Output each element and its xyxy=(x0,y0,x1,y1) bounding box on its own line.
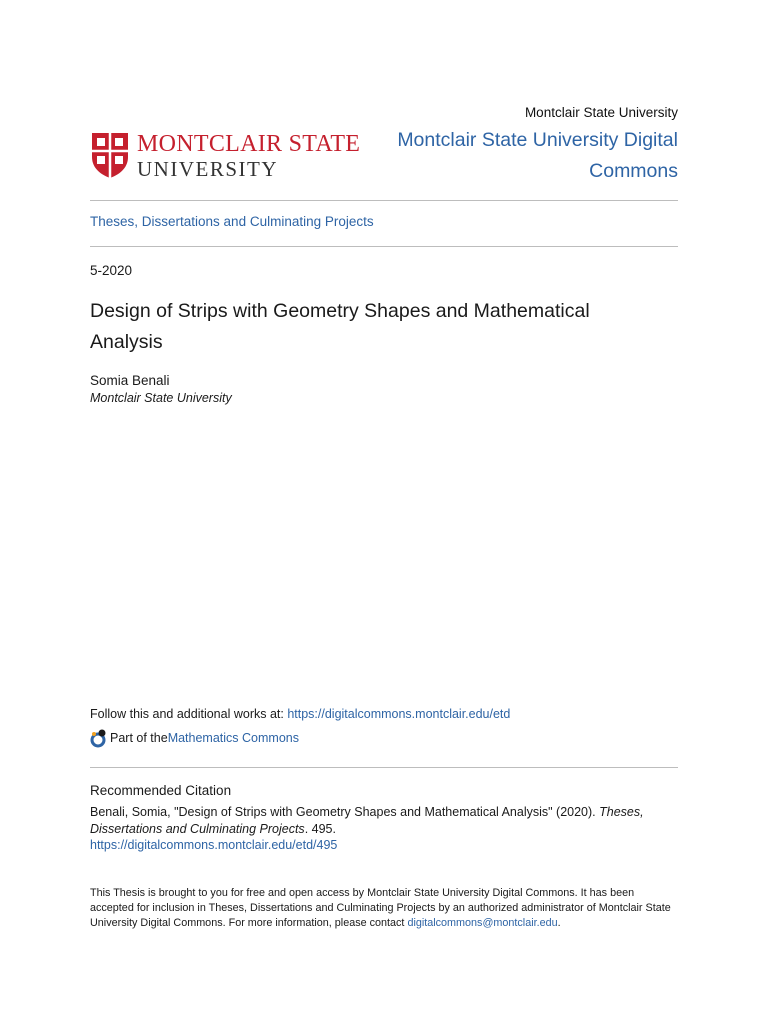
university-logo[interactable] xyxy=(90,131,365,181)
author-affiliation: Montclair State University xyxy=(90,391,232,405)
document-title: Design of Strips with Geometry Shapes and Mathematical Analysis xyxy=(90,300,590,353)
divider xyxy=(90,200,678,201)
divider xyxy=(90,767,678,768)
contact-email-link[interactable]: digitalcommons@montclair.edu xyxy=(407,917,558,929)
follow-line xyxy=(90,707,510,721)
follow-url-link[interactable]: https://digitalcommons.montclair.edu/etd xyxy=(287,707,511,721)
part-of-line xyxy=(90,728,299,748)
network-icon xyxy=(90,728,108,748)
access-notice xyxy=(90,886,678,931)
logo-wordmark-bottom: UNIVERSITY xyxy=(137,157,278,181)
citation-url-link[interactable]: https://digitalcommons.montclair.edu/etd/495 xyxy=(90,838,338,852)
citation-main: Benali, Somia, "Design of Strips with Geometry Shapes and Mathematical Analysis" (2020). xyxy=(90,805,600,819)
mathematics-commons-link[interactable]: Mathematics Commons xyxy=(167,731,299,745)
repository-link[interactable]: Montclair State University Digital Commons xyxy=(397,129,678,182)
publication-date: 5-2020 xyxy=(90,263,133,278)
institution-name: Montclair State University xyxy=(524,105,678,120)
part-of-label: Part of the xyxy=(110,731,168,745)
cover-page xyxy=(90,0,678,1024)
citation-journal: Theses, Dissertations and Culminating Projects xyxy=(90,805,644,836)
follow-label: Follow this and additional works at: xyxy=(90,707,288,721)
citation-text xyxy=(90,804,678,838)
access-notice-text: This Thesis is brought to you for free and open access by Montclair State University Digital Commons. It has been accepted for inclusion in Theses, Dissertations and Culminating Projects by an authorized administrator of Montclair State University Digital Commons. For more information, please contact xyxy=(90,887,671,929)
author-name: Somia Benali xyxy=(90,373,170,388)
shield-icon xyxy=(90,131,130,179)
series-link[interactable]: Theses, Dissertations and Culminating Projects xyxy=(90,214,374,229)
access-notice-end: . xyxy=(557,917,561,929)
citation-suffix: . 495. xyxy=(304,822,336,836)
logo-wordmark-top: MONTCLAIR STATE xyxy=(137,131,361,157)
citation-heading: Recommended Citation xyxy=(90,783,232,798)
divider xyxy=(90,246,678,247)
